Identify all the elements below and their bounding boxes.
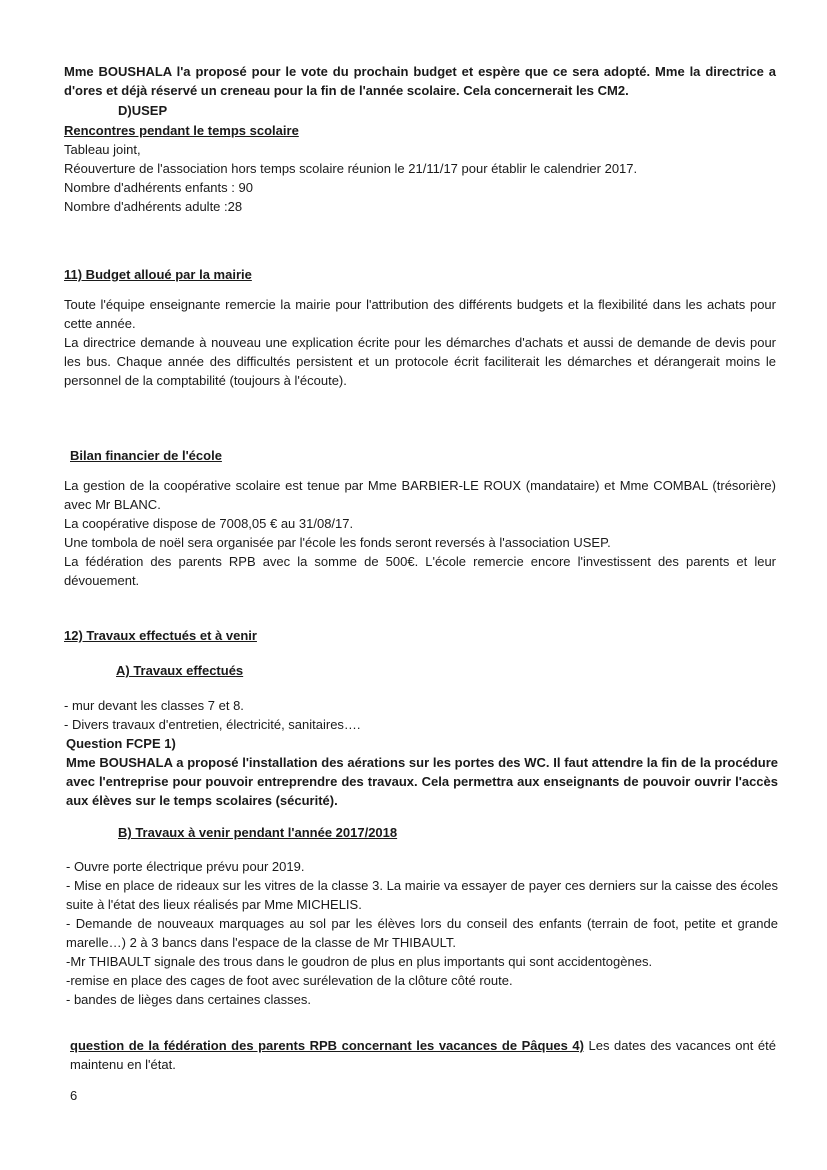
usep-heading: D)USEP bbox=[118, 103, 168, 118]
bilan-paragraph: La gestion de la coopérative scolaire est tenue par Mme BARBIER-LE ROUX (mandataire) et Mme COMBAL (trésorière) avec Mr BLANC. bbox=[64, 478, 776, 512]
budget-heading: 11) Budget alloué par la mairie bbox=[64, 267, 252, 282]
list-item: - mur devant les classes 7 et 8. bbox=[64, 698, 244, 713]
list-item: - Ouvre porte électrique prévu pour 2019. bbox=[66, 859, 305, 874]
list-item: - Divers travaux d'entretien, électricité, sanitaires…. bbox=[64, 717, 361, 732]
budget-paragraph: La directrice demande à nouveau une explication écrite pour les démarches d'achats et aussi de demande de devis pour les bus. Chaque année des difficultés persistent et un protocole écrit faciliterait les démarches et dérangerait moins le personnel de la comptabilité (toujours à l'écoute). bbox=[64, 335, 776, 388]
bilan-paragraph: La fédération des parents RPB avec la somme de 500€. L'école remercie encore l'investissent des parents et leur dévouement. bbox=[64, 554, 776, 588]
list-item: -remise en place des cages de foot avec surélevation de la clôture côté route. bbox=[66, 973, 513, 988]
list-item: - bandes de lièges dans certaines classes. bbox=[66, 992, 311, 1007]
paques-heading: question de la fédération des parents RPB concernant les vacances de Pâques 4) bbox=[70, 1038, 584, 1053]
paques-paragraph bbox=[70, 1036, 776, 1074]
travaux-b-heading: B) Travaux à venir pendant l'année 2017/2018 bbox=[118, 825, 398, 840]
bilan-heading: Bilan financier de l'école bbox=[70, 448, 222, 463]
usep-line: Tableau joint, bbox=[64, 142, 141, 157]
budget-body bbox=[64, 295, 776, 390]
travaux-b-list bbox=[66, 857, 778, 1009]
travaux-heading: 12) Travaux effectués et à venir bbox=[64, 628, 257, 643]
usep-line: Nombre d'adhérents adulte :28 bbox=[64, 199, 243, 214]
page-number: 6 bbox=[70, 1088, 78, 1103]
bilan-paragraph: Une tombola de noël sera organisée par l'école les fonds seront reversés à l'association USEP. bbox=[64, 535, 611, 550]
list-item: -Mr THIBAULT signale des trous dans le goudron de plus en plus importants qui sont accidentogènes. bbox=[66, 954, 653, 969]
budget-paragraph: Toute l'équipe enseignante remercie la mairie pour l'attribution des différents budgets et la flexibilité dans les achats pour cette année. bbox=[64, 297, 776, 331]
boushala-budget-paragraph: Mme BOUSHALA l'a proposé pour le vote du prochain budget et espère que ce sera adopté. Mme la directrice a d'ores et déjà réservé un creneau pour la fin de l'année scolaire. Cela concernerait les CM2. bbox=[64, 64, 776, 98]
usep-line: Nombre d'adhérents enfants : 90 bbox=[64, 180, 253, 195]
list-item: - Mise en place de rideaux sur les vitres de la classe 3. La mairie va essayer de payer ces derniers sur la caisse des écoles suite à l'état des lieux réalisés par Mme MICHELIS. bbox=[66, 878, 778, 912]
usep-line: Réouverture de l'association hors temps scolaire réunion le 21/11/17 pour établir le calendrier 2017. bbox=[64, 161, 638, 176]
fcpe-question-title: Question FCPE 1) bbox=[66, 736, 176, 751]
usep-lines bbox=[64, 140, 776, 216]
bilan-paragraph: La coopérative dispose de 7008,05 € au 31/08/17. bbox=[64, 516, 354, 531]
fcpe-question-text: Mme BOUSHALA a proposé l'installation des aérations sur les portes des WC. Il faut attendre la fin de la procédure avec l'entreprise pour pouvoir entreprendre des travaux. Cela permettra aux enseignants de pouvoir ouvrir l'accès aux élèves sur le temps scolaires (sécurité). bbox=[66, 755, 778, 808]
paques-text: Les dates des vacances ont été maintenu en l'état. bbox=[70, 1038, 776, 1072]
travaux-a-list bbox=[64, 696, 776, 734]
bilan-body bbox=[64, 476, 776, 590]
list-item: - Demande de nouveaux marquages au sol par les élèves lors du conseil des enfants (terrain de foot, petite et grande marelle…) 2 à 3 bancs dans l'espace de la classe de Mr THIBAULT. bbox=[66, 916, 778, 950]
usep-subheading: Rencontres pendant le temps scolaire bbox=[64, 123, 299, 138]
travaux-a-heading: A) Travaux effectués bbox=[116, 663, 244, 678]
